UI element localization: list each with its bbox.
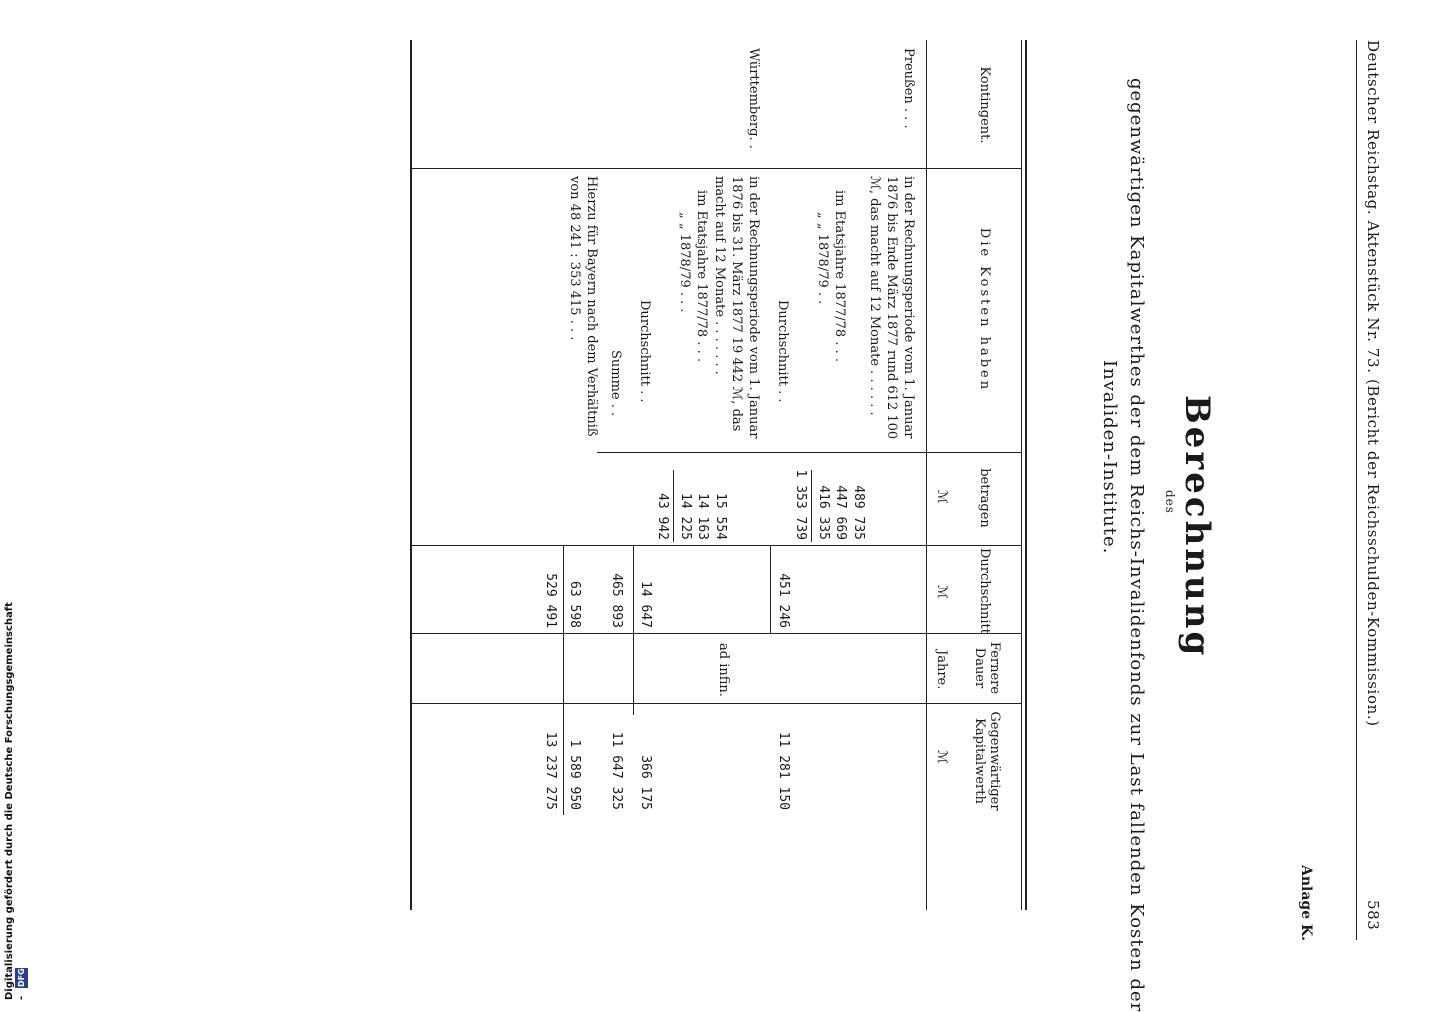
summe-durchschnitt: 465 893: [609, 573, 624, 628]
preussen-row2-value: 447 669: [833, 485, 848, 540]
preussen-sum: 1 353 739: [793, 469, 808, 540]
wuerttemberg-row1-text: in der Rechnungsperiode vom 1. Januar 1876 bis 31. März 1877 19 442 ℳ, das macht auf 12 Monate . . . . . . .: [712, 176, 761, 439]
unit-durchschnitt: ℳ: [934, 585, 949, 599]
unit-kapital: ℳ: [934, 750, 949, 764]
summe-kapital: 11 647 325: [609, 731, 624, 810]
anlage-label: Anlage K.: [1298, 865, 1314, 942]
preussen-avg-rule: [770, 545, 771, 633]
bayern-durchschnitt: 63 598: [567, 581, 582, 628]
page-number: 583: [1364, 900, 1382, 931]
kontingent-wuerttemberg: Württemberg. .: [746, 48, 761, 149]
preussen-row3-text: „ „ 1878/79 . .: [815, 212, 830, 305]
wuerttemberg-durchschnitt: 14 647: [638, 581, 653, 628]
unit-betragen: ℳ: [934, 490, 949, 504]
preussen-row1-text: in der Rechnungsperiode vom 1. Januar 1876 bis Ende März 1877 rund 612 100 ℳ, das macht auf 12 Monate . . . . . .: [867, 176, 916, 440]
table-header-rule: [926, 40, 927, 910]
preussen-kapital: 11 281 150: [776, 731, 791, 810]
credit-text: Digitalisierung gefördert durch die Deutsche Forschungsgemeinschaft -: [4, 602, 27, 1000]
kontingent-preussen: Preußen . . .: [901, 48, 916, 129]
preussen-row3-value: 416 335: [816, 485, 831, 540]
header-durchschnitt: Durchschnitt: [977, 548, 992, 634]
header-rule: [1356, 40, 1357, 940]
header-betragen: betragen: [977, 468, 992, 528]
header-dauer: Fernere Dauer: [972, 641, 1002, 695]
wuerttemberg-kapital: 366 175: [638, 755, 653, 810]
header-kontingent: Kontingent.: [977, 66, 992, 144]
header-kosten: Die Kosten haben: [977, 227, 992, 393]
table-top-rule-2: [1021, 40, 1022, 910]
wuerttemberg-row2-text: im Etatsjahre 1877/78 . . .: [694, 190, 709, 362]
wuerttemberg-row1-value: 15 554: [713, 493, 728, 540]
wuerttemberg-row2-value: 14 163: [695, 493, 710, 540]
col-divider-5: [412, 703, 1022, 704]
dfg-logo: DFG: [17, 968, 26, 988]
col-divider-3: [412, 545, 1022, 546]
preussen-row1-value: 489 735: [851, 485, 866, 540]
col-divider-1: [412, 168, 1022, 169]
col-divider-4: [412, 633, 1022, 634]
wuerttemberg-dauer: ad infin.: [716, 643, 731, 697]
col-divider-2: [597, 452, 1022, 453]
wuerttemberg-row3-text: „ „ 1878/79 . . .: [677, 212, 692, 313]
bayern-rule: [563, 545, 564, 815]
preussen-avg-label: Durchschnitt . .: [775, 300, 790, 403]
summe-label: Summe . .: [608, 350, 623, 417]
bayern-text: Hierzu für Bayern nach dem Verhältniß von 48 241 : 353 415 . . .: [567, 176, 599, 437]
title-line-1: gegenwärtigen Kapitalwerthes der dem Reichs-Invalidenfonds zur Last fallenden Kosten der: [1126, 78, 1147, 1012]
total-durchschnitt: 529 491: [543, 573, 558, 628]
title-line-2: Invaliden-Institute.: [1099, 360, 1120, 555]
preussen-sum-rule: [811, 470, 812, 542]
title-des: des: [1163, 490, 1177, 514]
total-kapital: 13 237 275: [543, 731, 558, 810]
wuerttemberg-sum: 43 942: [655, 493, 670, 540]
wuerttemberg-avg-rule: [633, 545, 634, 715]
main-title: Berechnung: [1177, 395, 1217, 659]
bayern-kapital: 1 589 950: [567, 739, 582, 810]
wuerttemberg-row3-value: 14 225: [678, 493, 693, 540]
table-bottom-rule: [410, 40, 412, 910]
preussen-durchschnitt: 451 246: [776, 573, 791, 628]
unit-dauer: Jahre.: [934, 650, 949, 690]
preussen-row2-text: im Etatsjahre 1877/78 . . .: [832, 190, 847, 362]
wuerttemberg-avg-label: Durchschnitt . .: [637, 300, 652, 403]
header-kapital: Gegenwärtiger Kapitalwerth: [972, 711, 1002, 811]
wuerttemberg-sum-rule: [673, 470, 674, 542]
table-top-rule: [1025, 40, 1027, 910]
running-header: Deutscher Reichstag. Aktenstück Nr. 73. (Bericht der Reichsschulden-Kommission.): [1364, 40, 1382, 727]
